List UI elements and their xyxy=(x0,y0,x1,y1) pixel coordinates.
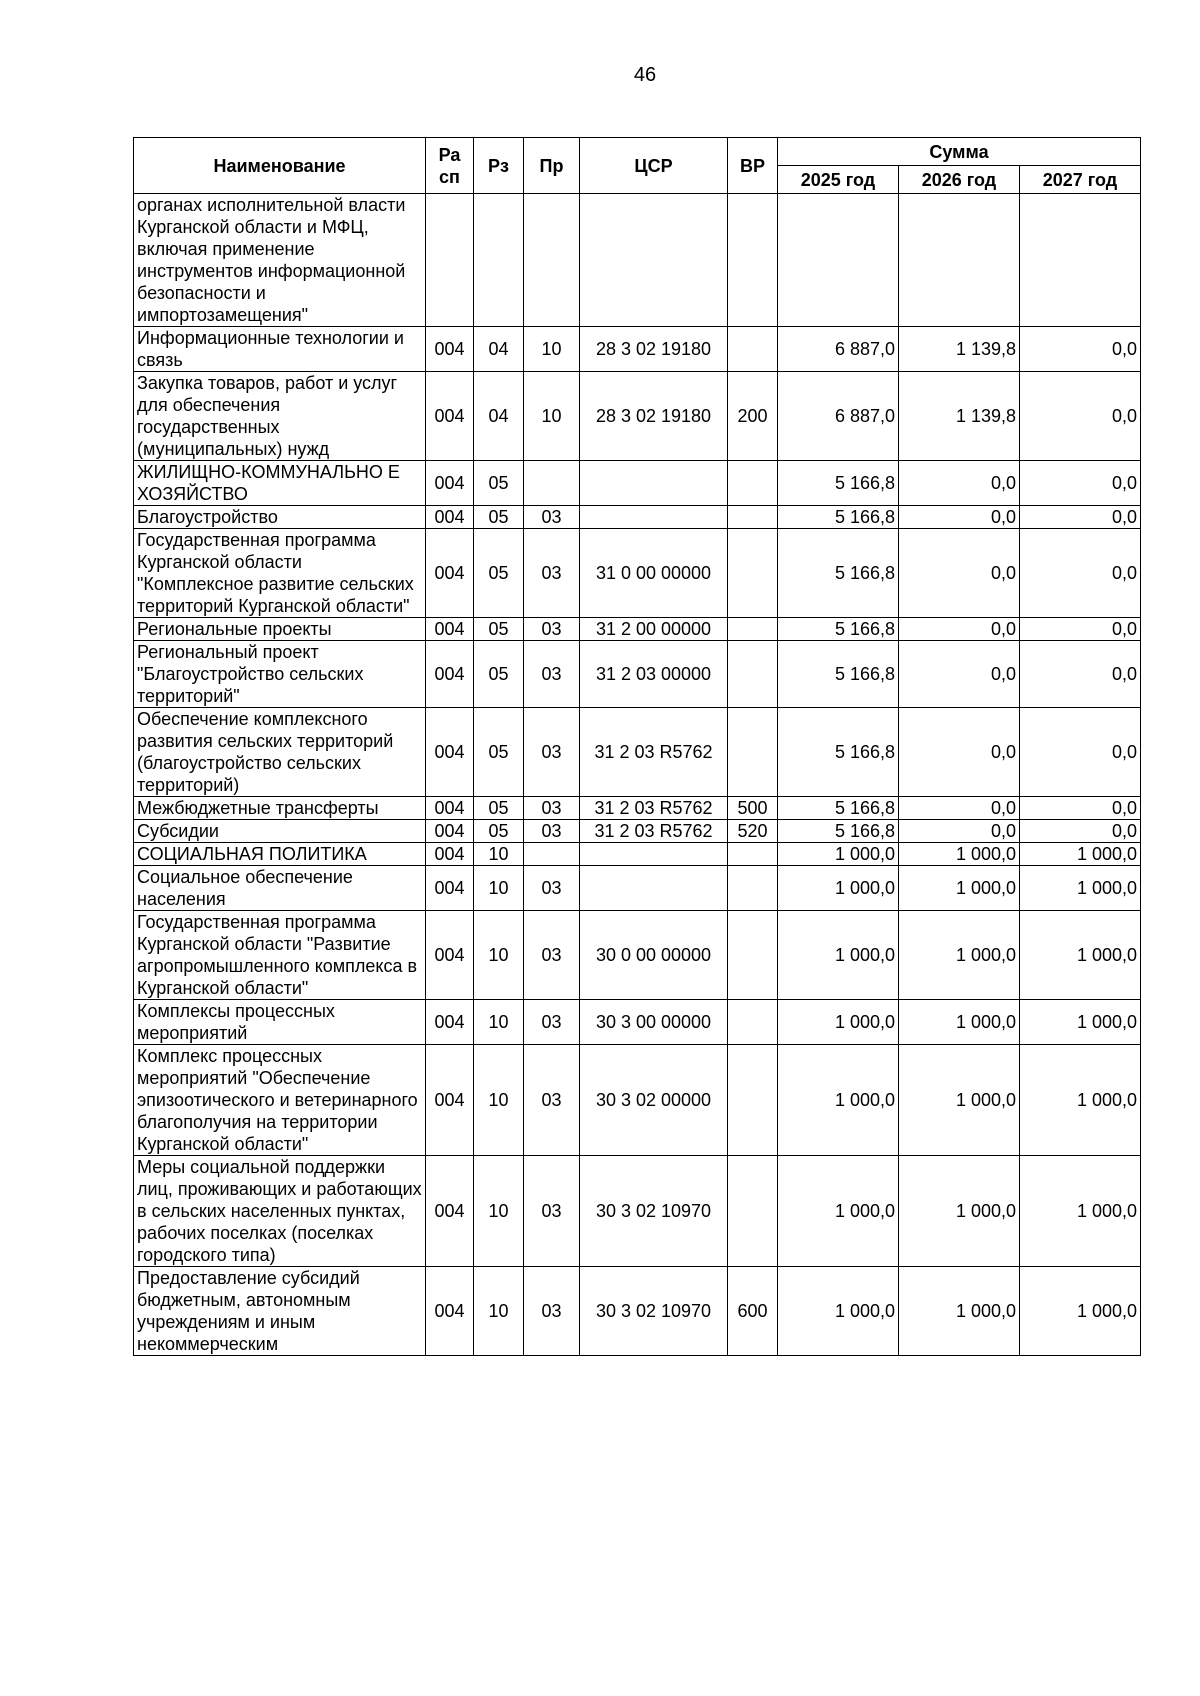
cell-csr: 31 0 00 00000 xyxy=(580,529,728,618)
cell-vr xyxy=(728,641,778,708)
cell-rasp: 004 xyxy=(426,1156,474,1267)
cell-name: ЖИЛИЩНО-КОММУНАЛЬНО Е ХОЗЯЙСТВО xyxy=(134,461,426,506)
cell-csr: 31 2 03 R5762 xyxy=(580,820,728,843)
cell-sum-2027: 0,0 xyxy=(1020,529,1141,618)
cell-rz: 05 xyxy=(474,797,524,820)
cell-name: Комплексы процессных мероприятий xyxy=(134,1000,426,1045)
cell-vr: 500 xyxy=(728,797,778,820)
cell-sum-2027: 1 000,0 xyxy=(1020,866,1141,911)
cell-sum-2025: 6 887,0 xyxy=(778,327,899,372)
cell-csr: 30 3 02 10970 xyxy=(580,1267,728,1356)
cell-rasp: 004 xyxy=(426,911,474,1000)
cell-csr: 30 3 02 10970 xyxy=(580,1156,728,1267)
header-rasp: Ра сп xyxy=(426,138,474,194)
cell-sum-2026: 1 000,0 xyxy=(899,911,1020,1000)
cell-name: органах исполнительной власти Курганской области и МФЦ, включая применение инструментов информационной безопасности и импортозамещения" xyxy=(134,194,426,327)
cell-sum-2025: 5 166,8 xyxy=(778,797,899,820)
cell-pr xyxy=(524,843,580,866)
table-row xyxy=(134,529,1141,618)
cell-name: Информационные технологии и связь xyxy=(134,327,426,372)
header-2025: 2025 год xyxy=(778,166,899,194)
cell-rz: 05 xyxy=(474,708,524,797)
cell-sum-2027: 0,0 xyxy=(1020,708,1141,797)
cell-csr xyxy=(580,506,728,529)
cell-sum-2025: 1 000,0 xyxy=(778,911,899,1000)
header-vr: ВР xyxy=(728,138,778,194)
cell-sum-2027: 0,0 xyxy=(1020,461,1141,506)
cell-sum-2027 xyxy=(1020,194,1141,327)
cell-sum-2026: 0,0 xyxy=(899,641,1020,708)
cell-pr: 03 xyxy=(524,618,580,641)
table-row xyxy=(134,866,1141,911)
cell-sum-2025: 1 000,0 xyxy=(778,1000,899,1045)
cell-rz: 10 xyxy=(474,1000,524,1045)
cell-vr xyxy=(728,911,778,1000)
cell-pr: 03 xyxy=(524,866,580,911)
header-csr: ЦСР xyxy=(580,138,728,194)
table-row xyxy=(134,618,1141,641)
cell-rz: 05 xyxy=(474,618,524,641)
cell-vr xyxy=(728,529,778,618)
cell-rasp xyxy=(426,194,474,327)
cell-sum-2027: 0,0 xyxy=(1020,618,1141,641)
cell-sum-2025: 5 166,8 xyxy=(778,618,899,641)
cell-vr xyxy=(728,1045,778,1156)
cell-pr: 03 xyxy=(524,820,580,843)
cell-sum-2026: 1 000,0 xyxy=(899,1045,1020,1156)
cell-rz: 10 xyxy=(474,866,524,911)
cell-pr xyxy=(524,461,580,506)
cell-sum-2027: 1 000,0 xyxy=(1020,1045,1141,1156)
cell-rasp: 004 xyxy=(426,327,474,372)
cell-vr xyxy=(728,1156,778,1267)
cell-rz: 10 xyxy=(474,1156,524,1267)
cell-pr: 03 xyxy=(524,529,580,618)
cell-name: Меры социальной поддержки лиц, проживающих и работающих в сельских населенных пунктах, рабочих поселках (поселках городского типа) xyxy=(134,1156,426,1267)
cell-csr: 28 3 02 19180 xyxy=(580,372,728,461)
cell-sum-2025: 5 166,8 xyxy=(778,820,899,843)
cell-pr: 03 xyxy=(524,708,580,797)
cell-csr: 28 3 02 19180 xyxy=(580,327,728,372)
table-row xyxy=(134,506,1141,529)
cell-sum-2027: 1 000,0 xyxy=(1020,843,1141,866)
table-row xyxy=(134,641,1141,708)
cell-name: Субсидии xyxy=(134,820,426,843)
cell-sum-2027: 1 000,0 xyxy=(1020,1156,1141,1267)
cell-csr xyxy=(580,866,728,911)
cell-vr xyxy=(728,866,778,911)
budget-table xyxy=(133,137,1141,1356)
cell-rasp: 004 xyxy=(426,461,474,506)
cell-sum-2027: 1 000,0 xyxy=(1020,911,1141,1000)
cell-sum-2027: 0,0 xyxy=(1020,820,1141,843)
cell-vr xyxy=(728,618,778,641)
cell-pr: 03 xyxy=(524,1000,580,1045)
cell-sum-2025: 5 166,8 xyxy=(778,506,899,529)
cell-name: Благоустройство xyxy=(134,506,426,529)
cell-pr: 10 xyxy=(524,327,580,372)
cell-sum-2026: 0,0 xyxy=(899,618,1020,641)
cell-rz: 05 xyxy=(474,461,524,506)
cell-rasp: 004 xyxy=(426,1045,474,1156)
cell-sum-2026: 0,0 xyxy=(899,820,1020,843)
table-row xyxy=(134,372,1141,461)
cell-csr: 30 3 02 00000 xyxy=(580,1045,728,1156)
cell-rz: 05 xyxy=(474,529,524,618)
cell-sum-2025: 1 000,0 xyxy=(778,1156,899,1267)
cell-sum-2027: 1 000,0 xyxy=(1020,1267,1141,1356)
cell-name: Комплекс процессных мероприятий "Обеспечение эпизоотического и ветеринарного благополучия на территории Курганской области" xyxy=(134,1045,426,1156)
cell-rz: 10 xyxy=(474,911,524,1000)
table-row xyxy=(134,911,1141,1000)
cell-vr: 200 xyxy=(728,372,778,461)
cell-name: СОЦИАЛЬНАЯ ПОЛИТИКА xyxy=(134,843,426,866)
cell-vr xyxy=(728,194,778,327)
cell-pr: 03 xyxy=(524,1045,580,1156)
cell-rasp: 004 xyxy=(426,820,474,843)
cell-sum-2025: 5 166,8 xyxy=(778,461,899,506)
table-row xyxy=(134,708,1141,797)
cell-name: Региональный проект "Благоустройство сельских территорий" xyxy=(134,641,426,708)
cell-rasp: 004 xyxy=(426,866,474,911)
cell-rasp: 004 xyxy=(426,618,474,641)
cell-sum-2026: 1 000,0 xyxy=(899,866,1020,911)
cell-rz xyxy=(474,194,524,327)
cell-rz: 10 xyxy=(474,1267,524,1356)
cell-pr: 03 xyxy=(524,911,580,1000)
cell-sum-2027: 0,0 xyxy=(1020,506,1141,529)
cell-rasp: 004 xyxy=(426,506,474,529)
cell-csr: 31 2 03 00000 xyxy=(580,641,728,708)
table-row xyxy=(134,1045,1141,1156)
cell-pr xyxy=(524,194,580,327)
cell-name: Закупка товаров, работ и услуг для обеспечения государственных (муниципальных) нужд xyxy=(134,372,426,461)
cell-vr xyxy=(728,327,778,372)
cell-rz: 10 xyxy=(474,843,524,866)
cell-sum-2026: 1 000,0 xyxy=(899,843,1020,866)
table-row xyxy=(134,1000,1141,1045)
cell-pr: 03 xyxy=(524,506,580,529)
cell-csr: 30 3 00 00000 xyxy=(580,1000,728,1045)
cell-sum-2026: 1 000,0 xyxy=(899,1156,1020,1267)
cell-name: Государственная программа Курганской области "Развитие агропромышленного комплекса в Курганской области" xyxy=(134,911,426,1000)
cell-rz: 05 xyxy=(474,820,524,843)
table-row xyxy=(134,1267,1141,1356)
cell-sum-2025: 1 000,0 xyxy=(778,843,899,866)
cell-name: Социальное обеспечение населения xyxy=(134,866,426,911)
cell-sum-2025: 5 166,8 xyxy=(778,708,899,797)
cell-name: Обеспечение комплексного развития сельских территорий (благоустройство сельских территорий) xyxy=(134,708,426,797)
cell-rz: 04 xyxy=(474,372,524,461)
cell-rasp: 004 xyxy=(426,843,474,866)
cell-sum-2026: 0,0 xyxy=(899,797,1020,820)
cell-sum-2025: 5 166,8 xyxy=(778,529,899,618)
cell-rasp: 004 xyxy=(426,529,474,618)
page-number: 46 xyxy=(633,64,657,86)
table-row xyxy=(134,797,1141,820)
table-row xyxy=(134,843,1141,866)
cell-csr xyxy=(580,461,728,506)
cell-sum-2026: 1 000,0 xyxy=(899,1000,1020,1045)
cell-csr xyxy=(580,194,728,327)
cell-sum-2026: 1 139,8 xyxy=(899,372,1020,461)
cell-sum-2025: 6 887,0 xyxy=(778,372,899,461)
header-2027: 2027 год xyxy=(1020,166,1141,194)
cell-rz: 05 xyxy=(474,641,524,708)
cell-pr: 03 xyxy=(524,1267,580,1356)
cell-sum-2025: 1 000,0 xyxy=(778,866,899,911)
cell-rasp: 004 xyxy=(426,797,474,820)
table-row xyxy=(134,461,1141,506)
cell-name: Региональные проекты xyxy=(134,618,426,641)
cell-sum-2026: 1 000,0 xyxy=(899,1267,1020,1356)
header-pr: Пр xyxy=(524,138,580,194)
cell-rz: 05 xyxy=(474,506,524,529)
header-rz: Рз xyxy=(474,138,524,194)
cell-name: Государственная программа Курганской области "Комплексное развитие сельских территорий Курганской области" xyxy=(134,529,426,618)
cell-sum-2026: 0,0 xyxy=(899,529,1020,618)
cell-name: Предоставление субсидий бюджетным, автономным учреждениям и иным некоммерческим xyxy=(134,1267,426,1356)
cell-csr: 31 2 03 R5762 xyxy=(580,708,728,797)
cell-sum-2027: 0,0 xyxy=(1020,372,1141,461)
cell-rasp: 004 xyxy=(426,1267,474,1356)
cell-csr: 31 2 00 00000 xyxy=(580,618,728,641)
cell-rasp: 004 xyxy=(426,372,474,461)
cell-vr xyxy=(728,506,778,529)
header-2026: 2026 год xyxy=(899,166,1020,194)
table-row xyxy=(134,327,1141,372)
table-body xyxy=(134,194,1141,1356)
cell-csr: 30 0 00 00000 xyxy=(580,911,728,1000)
cell-name: Межбюджетные трансферты xyxy=(134,797,426,820)
cell-vr xyxy=(728,843,778,866)
table-row xyxy=(134,820,1141,843)
cell-pr: 03 xyxy=(524,641,580,708)
cell-sum-2026: 0,0 xyxy=(899,506,1020,529)
cell-sum-2025: 1 000,0 xyxy=(778,1045,899,1156)
header-sum: Сумма xyxy=(778,138,1141,166)
cell-sum-2027: 0,0 xyxy=(1020,797,1141,820)
cell-sum-2026: 0,0 xyxy=(899,708,1020,797)
cell-rz: 10 xyxy=(474,1045,524,1156)
cell-sum-2026: 1 139,8 xyxy=(899,327,1020,372)
table-row xyxy=(134,1156,1141,1267)
cell-sum-2026: 0,0 xyxy=(899,461,1020,506)
cell-sum-2027: 0,0 xyxy=(1020,327,1141,372)
cell-rasp: 004 xyxy=(426,1000,474,1045)
cell-rasp: 004 xyxy=(426,708,474,797)
cell-vr: 520 xyxy=(728,820,778,843)
cell-rasp: 004 xyxy=(426,641,474,708)
cell-pr: 10 xyxy=(524,372,580,461)
cell-csr: 31 2 03 R5762 xyxy=(580,797,728,820)
cell-sum-2025 xyxy=(778,194,899,327)
cell-sum-2027: 0,0 xyxy=(1020,641,1141,708)
cell-vr xyxy=(728,708,778,797)
cell-rz: 04 xyxy=(474,327,524,372)
cell-pr: 03 xyxy=(524,1156,580,1267)
cell-pr: 03 xyxy=(524,797,580,820)
cell-vr: 600 xyxy=(728,1267,778,1356)
cell-vr xyxy=(728,1000,778,1045)
cell-vr xyxy=(728,461,778,506)
cell-sum-2025: 5 166,8 xyxy=(778,641,899,708)
table-row xyxy=(134,194,1141,327)
cell-sum-2025: 1 000,0 xyxy=(778,1267,899,1356)
cell-sum-2027: 1 000,0 xyxy=(1020,1000,1141,1045)
cell-sum-2026 xyxy=(899,194,1020,327)
header-name: Наименование xyxy=(134,138,426,194)
cell-csr xyxy=(580,843,728,866)
